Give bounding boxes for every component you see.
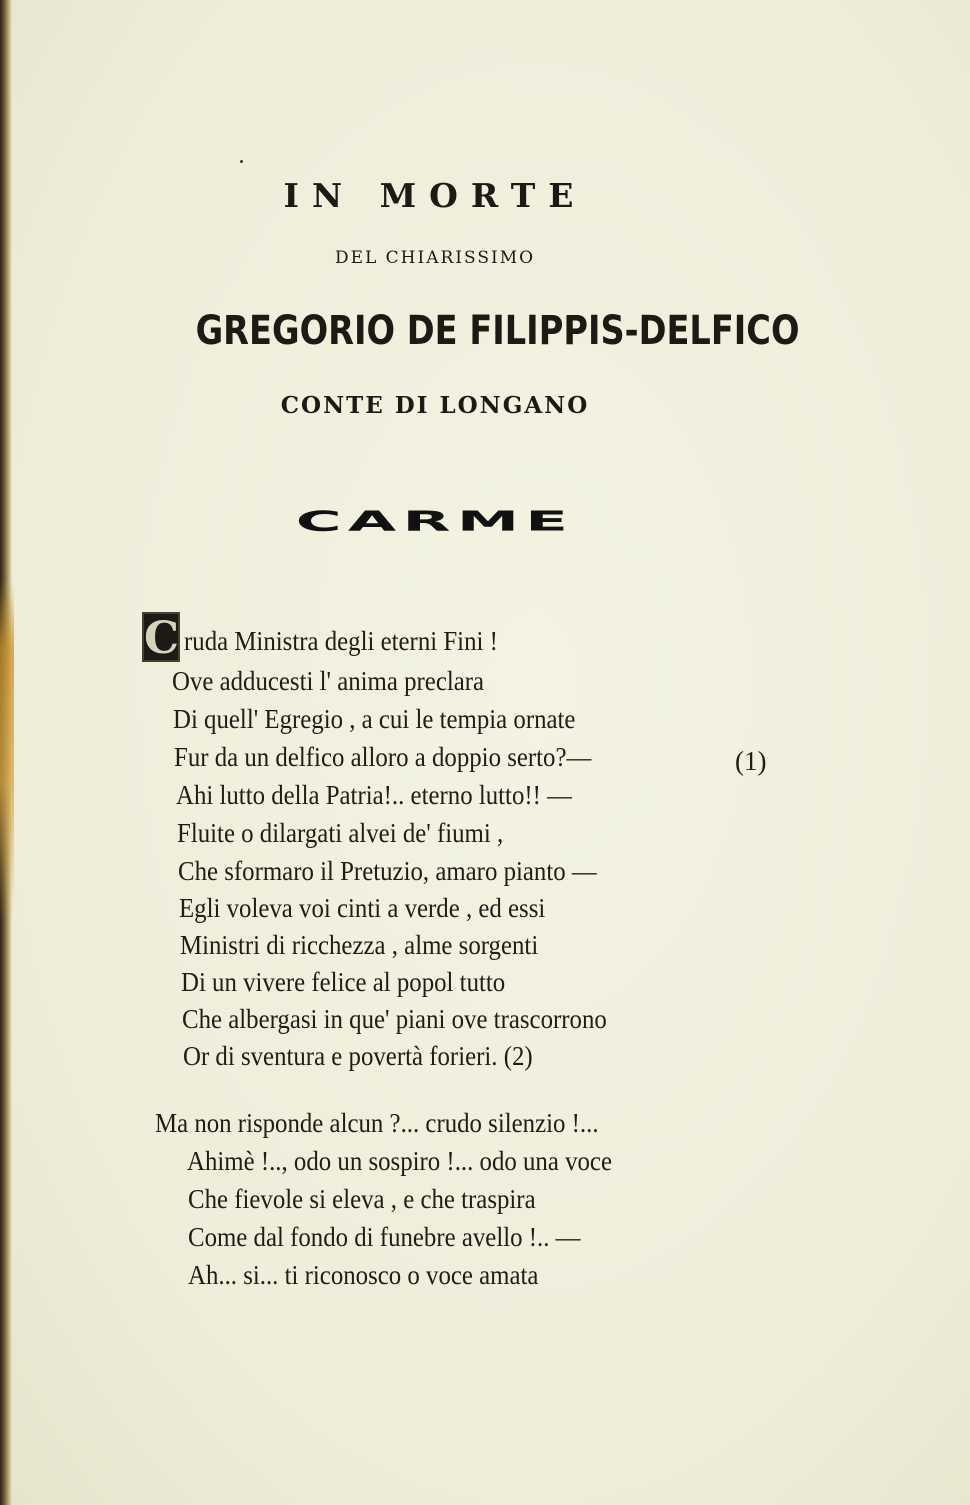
- verse-line-9: Ministri di ricchezza , alme sorgenti: [180, 930, 539, 960]
- verse-line-8: Egli voleva voi cinti a verde , ed essi: [179, 893, 546, 923]
- heading-name: GREGORIO DE FILIPPIS-DELFICO: [195, 308, 800, 354]
- verse-line-11: Che albergasi in que' piani ove trascorrono: [182, 1004, 607, 1034]
- verse-line-2: Ove adducesti l' anima preclara: [172, 666, 485, 696]
- ink-speck: [240, 160, 243, 163]
- verse2-line-4: Come dal fondo di funebre avello !.. —: [188, 1222, 581, 1252]
- verse-line-5: Ahi lutto della Patria!.. eterno lutto!! —: [176, 780, 572, 810]
- verse2-line-3: Che fievole si eleva , e che traspira: [188, 1184, 536, 1214]
- verse2-line-2: Ahimè !.., odo un sospiro !... odo una voce: [187, 1146, 612, 1176]
- verse2-line-1: Ma non risponde alcun ?... crudo silenzio !...: [155, 1108, 599, 1138]
- drop-cap: C: [144, 613, 180, 664]
- heading-in-morte: IN MORTE: [283, 176, 587, 215]
- section-title: CARME: [295, 505, 575, 537]
- page-stain: [0, 580, 14, 920]
- footnote-ref-1: (1): [735, 746, 767, 776]
- verse-line-1: ruda Ministra degli eterni Fini !: [184, 626, 498, 656]
- verse-line-7: Che sformaro il Pretuzio, amaro pianto —: [178, 856, 597, 886]
- heading-title: CONTE DI LONGANO: [280, 392, 590, 419]
- verse-line-12: Or di sventura e povertà forieri. (2): [183, 1041, 533, 1071]
- verse-line-6: Fluite o dilargati alvei de' fiumi ,: [177, 818, 504, 848]
- verse-line-4: Fur da un delfico alloro a doppio serto?—: [174, 742, 592, 772]
- verse-line-3: Di quell' Egregio , a cui le tempia ornate: [173, 704, 576, 734]
- verse-line-10: Di un vivere felice al popol tutto: [181, 967, 506, 997]
- verse2-line-5: Ah... si... ti riconosco o voce amata: [188, 1260, 539, 1290]
- heading-del-chiarissimo: DEL CHIARISSIMO: [334, 248, 536, 268]
